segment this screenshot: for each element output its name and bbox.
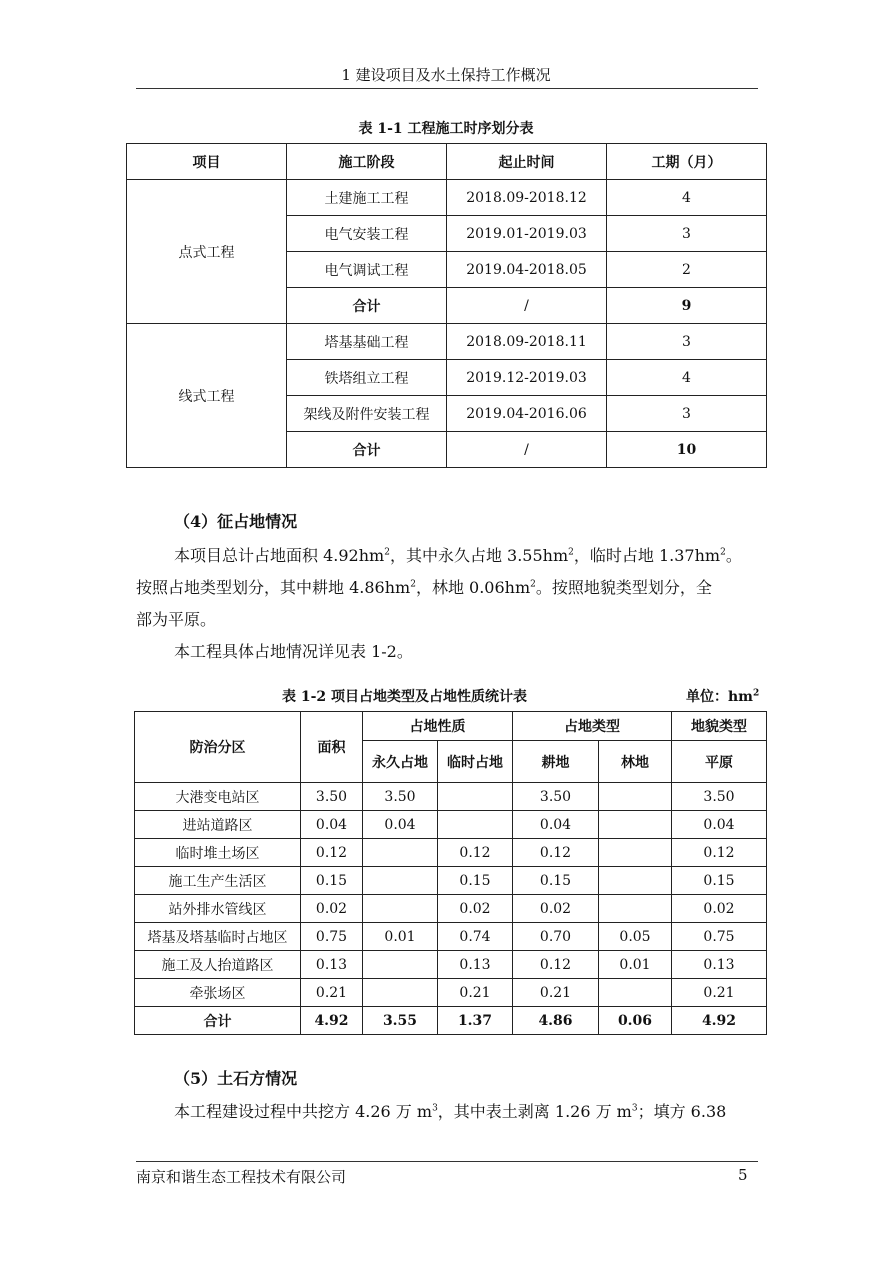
- section-4-paragraph: [136, 540, 761, 668]
- forest-cell: 0.05: [599, 923, 672, 951]
- area-cell: 0.21: [301, 979, 363, 1007]
- temporary-cell: 0.13: [438, 951, 513, 979]
- period-cell: 2018.09-2018.12: [447, 180, 607, 216]
- farmland-cell: 0.12: [513, 839, 599, 867]
- farmland-cell: 0.12: [513, 951, 599, 979]
- stage-cell: 电气调试工程: [287, 252, 447, 288]
- text-run: ；填方 6.38: [637, 1102, 727, 1121]
- text-run: ，其中永久占地 3.55hm: [389, 546, 569, 565]
- total-zone: 合计: [135, 1007, 301, 1035]
- temporary-header: 临时占地: [438, 741, 513, 783]
- months-cell: 2: [607, 252, 767, 288]
- text-run: ，其中表土剥离 1.26 万 m: [437, 1102, 632, 1121]
- superscript: 2: [753, 688, 760, 699]
- table-row: [135, 811, 767, 839]
- farmland-cell: 0.15: [513, 867, 599, 895]
- plain-cell: 0.12: [672, 839, 767, 867]
- superscript: 2: [410, 579, 416, 590]
- para-line: [136, 1096, 761, 1128]
- para-line: 部为平原。: [136, 610, 217, 629]
- text-run: 。: [725, 546, 742, 565]
- text-run: 本工程建设过程中共挖方 4.26 万 m: [174, 1102, 433, 1121]
- plain-cell: 0.13: [672, 951, 767, 979]
- total-period: /: [447, 432, 607, 468]
- zone-cell: 临时堆土场区: [135, 839, 301, 867]
- para-line: [136, 540, 761, 572]
- plain-cell: 0.21: [672, 979, 767, 1007]
- text-run: ，林地 0.06hm: [415, 578, 531, 597]
- landform-header: 地貌类型: [672, 712, 767, 741]
- page-number: 5: [738, 1166, 748, 1184]
- stage-cell: 架线及附件安装工程: [287, 396, 447, 432]
- table2-header-row: [135, 712, 767, 741]
- months-cell: 4: [607, 360, 767, 396]
- area-cell: 0.15: [301, 867, 363, 895]
- table-row: [135, 979, 767, 1007]
- farmland-cell: 0.21: [513, 979, 599, 1007]
- months-cell: 3: [607, 396, 767, 432]
- table2-caption: 表 1-2 项目占地类型及占地性质统计表: [282, 689, 528, 705]
- text-run: ，临时占地 1.37hm: [573, 546, 721, 565]
- forest-cell: [599, 867, 672, 895]
- forest-header: 林地: [599, 741, 672, 783]
- period-cell: 2018.09-2018.11: [447, 324, 607, 360]
- temporary-cell: 0.15: [438, 867, 513, 895]
- para-line: [136, 572, 761, 604]
- area-cell: 3.50: [301, 783, 363, 811]
- superscript: 2: [568, 547, 574, 558]
- zone-header: 防治分区: [135, 712, 301, 783]
- unit-text: 单位：hm: [686, 689, 753, 705]
- text-run: 。按照地貌类型划分，全: [535, 578, 712, 597]
- table1-caption: 表 1-1 工程施工时序划分表: [358, 121, 534, 137]
- table1-header-cell: 起止时间: [447, 144, 607, 180]
- forest-cell: 0.01: [599, 951, 672, 979]
- stage-cell: 土建施工工程: [287, 180, 447, 216]
- footer-rule: [136, 1161, 758, 1162]
- area-cell: 0.02: [301, 895, 363, 923]
- months-cell: 4: [607, 180, 767, 216]
- period-cell: 2019.12-2019.03: [447, 360, 607, 396]
- area-cell: 0.13: [301, 951, 363, 979]
- temporary-cell: 0.02: [438, 895, 513, 923]
- total-months: 10: [607, 432, 767, 468]
- plain-cell: 3.50: [672, 783, 767, 811]
- total-permanent: 3.55: [363, 1007, 438, 1035]
- table2-unit: [686, 686, 759, 706]
- text-run: 按照占地类型划分，其中耕地 4.86hm: [136, 578, 411, 597]
- stage-cell: 电气安装工程: [287, 216, 447, 252]
- permanent-cell: [363, 979, 438, 1007]
- zone-cell: 施工及人抬道路区: [135, 951, 301, 979]
- permanent-cell: 0.04: [363, 811, 438, 839]
- section-5-heading: （5）土石方情况: [174, 1069, 298, 1088]
- table-1-2: [134, 711, 767, 1035]
- plain-cell: 0.02: [672, 895, 767, 923]
- area-cell: 0.04: [301, 811, 363, 839]
- period-cell: 2019.01-2019.03: [447, 216, 607, 252]
- zone-cell: 塔基及塔基临时占地区: [135, 923, 301, 951]
- section-4-heading: （4）征占地情况: [174, 512, 298, 531]
- farmland-cell: 0.02: [513, 895, 599, 923]
- period-cell: 2019.04-2016.06: [447, 396, 607, 432]
- text-run: 本项目总计占地面积 4.92hm: [174, 546, 385, 565]
- permanent-cell: [363, 895, 438, 923]
- plain-cell: 0.75: [672, 923, 767, 951]
- header-rule: [136, 88, 758, 89]
- forest-cell: [599, 979, 672, 1007]
- superscript: 3: [432, 1103, 438, 1114]
- temporary-cell: [438, 811, 513, 839]
- group-name: 点式工程: [127, 180, 287, 324]
- temporary-cell: 0.21: [438, 979, 513, 1007]
- period-cell: 2019.04-2018.05: [447, 252, 607, 288]
- zone-cell: 大港变电站区: [135, 783, 301, 811]
- permanent-cell: 3.50: [363, 783, 438, 811]
- table1-header-row: [127, 144, 767, 180]
- total-temporary: 1.37: [438, 1007, 513, 1035]
- superscript: 2: [530, 579, 536, 590]
- superscript: 2: [720, 547, 726, 558]
- table-total-row: [135, 1007, 767, 1035]
- permanent-cell: [363, 839, 438, 867]
- table-row: [135, 923, 767, 951]
- table-row: [135, 783, 767, 811]
- section-5-paragraph: [136, 1096, 761, 1128]
- table-row: [127, 324, 767, 360]
- forest-cell: [599, 839, 672, 867]
- footer-company: 南京和谐生态工程技术有限公司: [136, 1168, 347, 1186]
- zone-cell: 进站道路区: [135, 811, 301, 839]
- plain-header: 平原: [672, 741, 767, 783]
- zone-cell: 站外排水管线区: [135, 895, 301, 923]
- table-row: [135, 951, 767, 979]
- forest-cell: [599, 811, 672, 839]
- table-row: [135, 895, 767, 923]
- table-row: [135, 867, 767, 895]
- forest-cell: [599, 783, 672, 811]
- farmland-cell: 0.04: [513, 811, 599, 839]
- farmland-header: 耕地: [513, 741, 599, 783]
- page-header-title: 1 建设项目及水土保持工作概况: [341, 66, 551, 84]
- total-label: 合计: [287, 432, 447, 468]
- area-header: 面积: [301, 712, 363, 783]
- table1-header-cell: 工期（月）: [607, 144, 767, 180]
- area-cell: 0.75: [301, 923, 363, 951]
- permanent-cell: [363, 951, 438, 979]
- total-farmland: 4.86: [513, 1007, 599, 1035]
- nature-header: 占地性质: [363, 712, 513, 741]
- temporary-cell: [438, 783, 513, 811]
- zone-cell: 施工生产生活区: [135, 867, 301, 895]
- months-cell: 3: [607, 324, 767, 360]
- group-name: 线式工程: [127, 324, 287, 468]
- total-label: 合计: [287, 288, 447, 324]
- stage-cell: 塔基基础工程: [287, 324, 447, 360]
- farmland-cell: 3.50: [513, 783, 599, 811]
- total-months: 9: [607, 288, 767, 324]
- farmland-cell: 0.70: [513, 923, 599, 951]
- stage-cell: 铁塔组立工程: [287, 360, 447, 396]
- total-area: 4.92: [301, 1007, 363, 1035]
- area-cell: 0.12: [301, 839, 363, 867]
- permanent-cell: [363, 867, 438, 895]
- table-row: [135, 839, 767, 867]
- superscript: 2: [384, 547, 390, 558]
- temporary-cell: 0.74: [438, 923, 513, 951]
- temporary-cell: 0.12: [438, 839, 513, 867]
- permanent-header: 永久占地: [363, 741, 438, 783]
- total-period: /: [447, 288, 607, 324]
- type-header: 占地类型: [513, 712, 672, 741]
- total-plain: 4.92: [672, 1007, 767, 1035]
- total-forest: 0.06: [599, 1007, 672, 1035]
- zone-cell: 牵张场区: [135, 979, 301, 1007]
- months-cell: 3: [607, 216, 767, 252]
- plain-cell: 0.15: [672, 867, 767, 895]
- plain-cell: 0.04: [672, 811, 767, 839]
- permanent-cell: 0.01: [363, 923, 438, 951]
- table-row: [127, 180, 767, 216]
- table-1-1: [126, 143, 767, 468]
- forest-cell: [599, 895, 672, 923]
- table1-header-cell: 项目: [127, 144, 287, 180]
- table1-header-cell: 施工阶段: [287, 144, 447, 180]
- para-line: 本工程具体占地情况详见表 1-2。: [174, 642, 413, 661]
- superscript: 3: [631, 1103, 638, 1114]
